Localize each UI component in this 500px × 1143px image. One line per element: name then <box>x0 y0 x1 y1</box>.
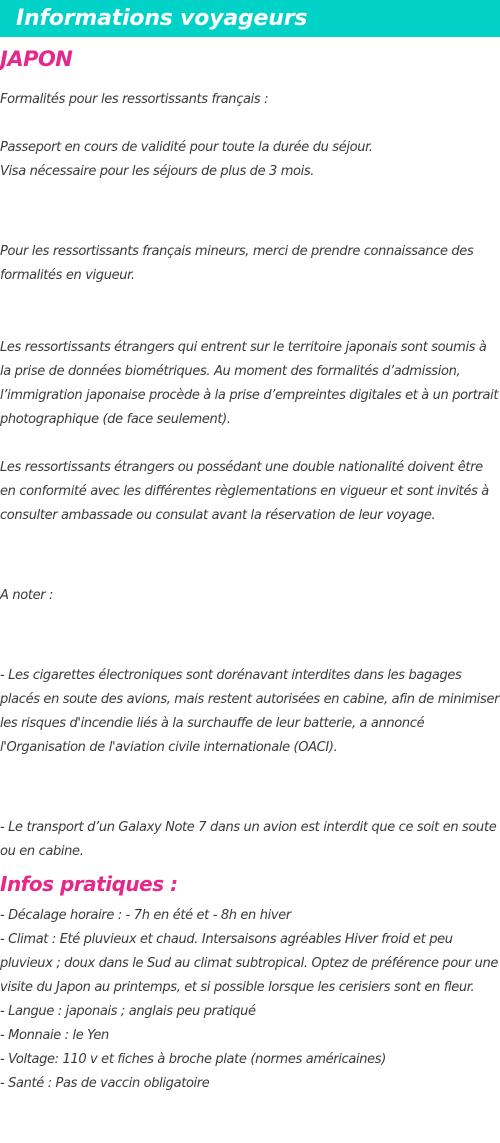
practical-info-item: - Langue : japonais ; anglais peu pratiqué <box>0 1004 256 1019</box>
practical-info-title: Infos pratiques : <box>0 872 178 896</box>
passport-line: Passeport en cours de validité pour toute la durée du séjour. <box>0 140 373 155</box>
note-label: A noter : <box>0 588 54 603</box>
formalities-intro: Formalités pour les ressortissants français : <box>0 92 269 107</box>
practical-info-item: - Climat : Eté pluvieux et chaud. Intersaisons agréables Hiver froid et peu pluvieux ; doux dans le Sud au climat subtropical. Optez de préférence pour une visite du Japon au printemps, et si possible lorsque les cerisiers sont en fleur. <box>0 932 499 995</box>
biometrics-paragraph: Les ressortissants étrangers qui entrent sur le territoire japonais sont soumis à la prise de données biométriques. Au moment des formalités d’admission, l’immigration japonaise procède à la prise d’empreintes digitales et à un portrait photographique (de face seulement). <box>0 340 499 427</box>
galaxy-note-paragraph: - Le transport d’un Galaxy Note 7 dans un avion est interdit que ce soit en soute ou en cabine. <box>0 820 497 859</box>
minors-paragraph: Pour les ressortissants français mineurs, merci de prendre connaissance des formalités en vigueur. <box>0 244 474 283</box>
passport-requirements <box>0 136 500 184</box>
visa-line: Visa nécessaire pour les séjours de plus de 3 mois. <box>0 164 315 179</box>
country-title: JAPON <box>0 47 73 71</box>
formalities-content <box>0 88 500 1096</box>
practical-info-item: - Voltage: 110 v et fiches à broche plate (normes américaines) <box>0 1052 386 1067</box>
practical-info-list <box>0 904 500 1096</box>
ecigarette-paragraph: - Les cigarettes électroniques sont dorénavant interdites dans les bagages placés en soute des avions, mais restent autorisées en cabine, afin de minimiser les risques d'incendie liés à la surchauffe de leur batterie, a annoncé l'Organisation de l'aviation civile internationale (OACI). <box>0 668 500 755</box>
dual-nationality-paragraph: Les ressortissants étrangers ou possédant une double nationalité doivent être en conformité avec les différentes règlementations en vigueur et sont invités à consulter ambassade ou consulat avant la réservation de leur voyage. <box>0 460 489 523</box>
banner-title: Informations voyageurs <box>16 6 308 31</box>
section-banner <box>0 0 500 37</box>
practical-info-item: - Monnaie : le Yen <box>0 1028 109 1043</box>
practical-info-item: - Décalage horaire : - 7h en été et - 8h en hiver <box>0 908 291 923</box>
practical-info-item: - Santé : Pas de vaccin obligatoire <box>0 1076 210 1091</box>
